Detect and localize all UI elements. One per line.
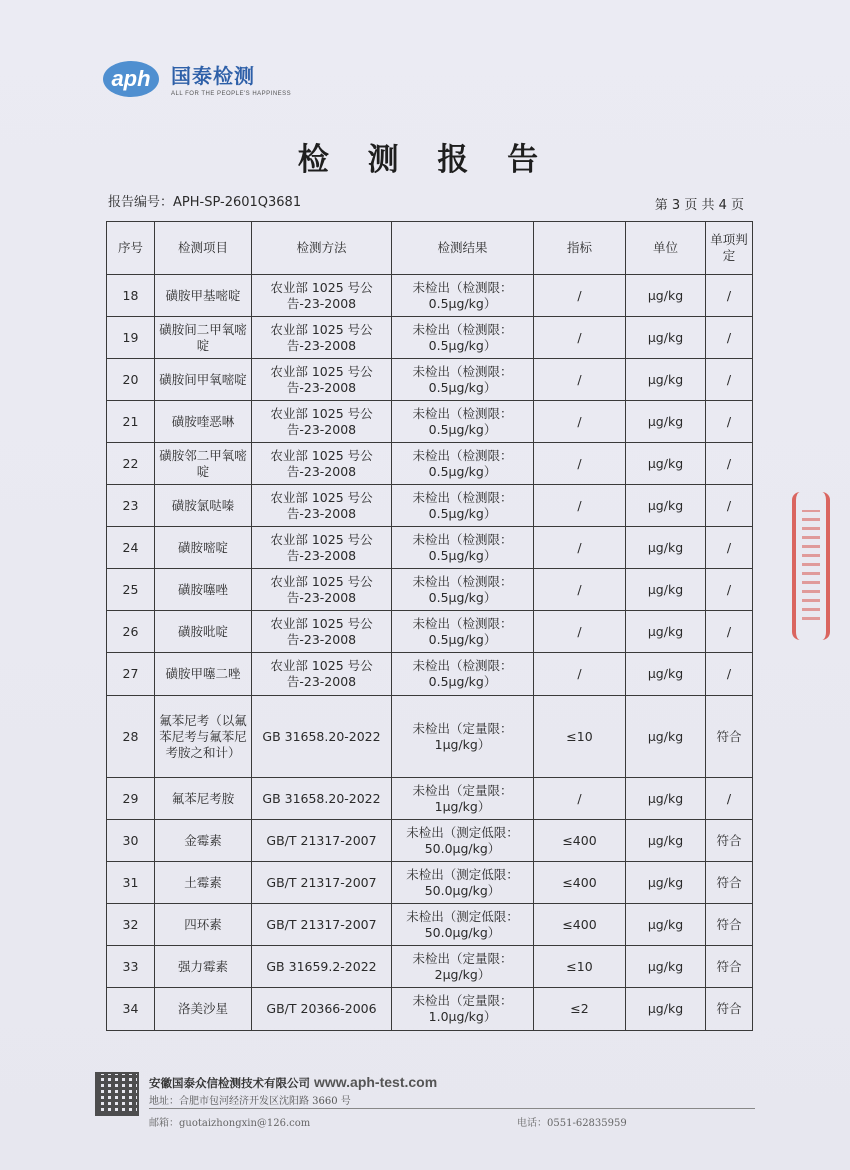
cell-item: 氟苯尼考（以氟苯尼考与氟苯尼考胺之和计） [155,696,252,778]
cell-result: 未检出（检测限：0.5μg/kg） [392,401,534,443]
table-row [107,527,753,569]
cell-no: 25 [107,569,155,611]
cell-result: 未检出（检测限：0.5μg/kg） [392,653,534,696]
cell-method: GB/T 20366-2006 [252,988,392,1031]
cell-item: 磺胺邻二甲氧嘧啶 [155,443,252,485]
cell-limit: / [534,485,626,527]
cell-judge: / [706,443,753,485]
cell-result: 未检出（检测限：0.5μg/kg） [392,569,534,611]
cell-no: 27 [107,653,155,696]
cell-item: 磺胺甲基嘧啶 [155,275,252,317]
footer-company [149,1074,437,1091]
cell-no: 22 [107,443,155,485]
cell-judge: 符合 [706,862,753,904]
cell-judge: / [706,317,753,359]
cell-result: 未检出（测定低限：50.0μg/kg） [392,862,534,904]
cell-item: 氟苯尼考胺 [155,778,252,820]
cell-unit: μg/kg [626,988,706,1031]
cell-result: 未检出（检测限：0.5μg/kg） [392,317,534,359]
table-row [107,820,753,862]
cell-method: GB/T 21317-2007 [252,820,392,862]
cell-method: 农业部 1025 号公告-23-2008 [252,569,392,611]
cell-no: 34 [107,988,155,1031]
cell-judge: / [706,359,753,401]
table-row [107,653,753,696]
cell-judge: / [706,778,753,820]
cell-result: 未检出（定量限：1.0μg/kg） [392,988,534,1031]
cell-method: 农业部 1025 号公告-23-2008 [252,611,392,653]
report-number: 报告编号：APH-SP-2601Q3681 [108,195,302,210]
cell-item: 磺胺氯哒嗪 [155,485,252,527]
cell-no: 28 [107,696,155,778]
cell-method: GB/T 21317-2007 [252,904,392,946]
cell-judge: 符合 [706,904,753,946]
cell-no: 33 [107,946,155,988]
cell-no: 29 [107,778,155,820]
logo-slogan: ALL FOR THE PEOPLE'S HAPPINESS [171,91,292,97]
logo-text [171,60,291,97]
cell-method: 农业部 1025 号公告-23-2008 [252,359,392,401]
cell-unit: μg/kg [626,862,706,904]
table-row [107,401,753,443]
cell-no: 24 [107,527,155,569]
cell-limit: ≤10 [534,946,626,988]
cell-unit: μg/kg [626,443,706,485]
company-name: 安徽国泰众信检测技术有限公司 [149,1076,310,1090]
cell-limit: / [534,359,626,401]
header-item: 检测项目 [155,222,252,275]
table-row [107,275,753,317]
cell-unit: μg/kg [626,820,706,862]
cell-method: 农业部 1025 号公告-23-2008 [252,317,392,359]
cell-item: 洛美沙星 [155,988,252,1031]
cell-method: GB 31659.2-2022 [252,946,392,988]
cell-method: 农业部 1025 号公告-23-2008 [252,443,392,485]
footer-phone: 电话：0551-62835959 [517,1118,627,1129]
cell-method: 农业部 1025 号公告-23-2008 [252,401,392,443]
header-no: 序号 [107,222,155,275]
table-row [107,443,753,485]
cell-no: 31 [107,862,155,904]
cell-judge: / [706,653,753,696]
header-unit: 单位 [626,222,706,275]
cell-no: 32 [107,904,155,946]
cell-limit: / [534,569,626,611]
cell-limit: / [534,275,626,317]
qr-code [95,1072,139,1116]
cell-limit: / [534,527,626,569]
cell-result: 未检出（检测限：0.5μg/kg） [392,359,534,401]
cell-item: 磺胺噻唑 [155,569,252,611]
cell-method: GB 31658.20-2022 [252,696,392,778]
cell-limit: / [534,653,626,696]
page-number: 第 3 页 共 4 页 [654,198,744,213]
cell-judge: 符合 [706,820,753,862]
seal-stamp [792,492,830,640]
cell-unit: μg/kg [626,569,706,611]
header-limit: 指标 [534,222,626,275]
cell-judge: / [706,401,753,443]
cell-judge: / [706,527,753,569]
cell-result: 未检出（检测限：0.5μg/kg） [392,485,534,527]
cell-no: 30 [107,820,155,862]
cell-unit: μg/kg [626,611,706,653]
cell-judge: 符合 [706,696,753,778]
cell-judge: / [706,485,753,527]
footer-email: 邮箱：guotaizhongxin@126.com [149,1118,311,1129]
table-row [107,862,753,904]
table-row [107,359,753,401]
results-table [106,221,753,1031]
table-row [107,904,753,946]
table-row [107,988,753,1031]
cell-unit: μg/kg [626,653,706,696]
cell-result: 未检出（检测限：0.5μg/kg） [392,527,534,569]
table-row [107,569,753,611]
cell-method: GB 31658.20-2022 [252,778,392,820]
page-title: 检 测 报 告 [297,142,553,178]
cell-item: 磺胺间二甲氧嘧啶 [155,317,252,359]
cell-no: 19 [107,317,155,359]
cell-method: 农业部 1025 号公告-23-2008 [252,527,392,569]
cell-judge: / [706,275,753,317]
cell-method: 农业部 1025 号公告-23-2008 [252,275,392,317]
cell-unit: μg/kg [626,527,706,569]
cell-limit: / [534,778,626,820]
cell-result: 未检出（检测限：0.5μg/kg） [392,275,534,317]
cell-judge: / [706,611,753,653]
table-row [107,946,753,988]
cell-unit: μg/kg [626,401,706,443]
cell-result: 未检出（定量限：1μg/kg） [392,778,534,820]
cell-unit: μg/kg [626,359,706,401]
cell-limit: / [534,443,626,485]
cell-item: 磺胺嘧啶 [155,527,252,569]
footer-address: 地址：合肥市包河经济开发区沈阳路 3660 号 [149,1096,351,1107]
cell-limit: / [534,611,626,653]
cell-no: 26 [107,611,155,653]
cell-item: 土霉素 [155,862,252,904]
cell-unit: μg/kg [626,696,706,778]
cell-method: 农业部 1025 号公告-23-2008 [252,485,392,527]
cell-item: 磺胺间甲氧嘧啶 [155,359,252,401]
header-method: 检测方法 [252,222,392,275]
cell-result: 未检出（检测限：0.5μg/kg） [392,443,534,485]
cell-limit: / [534,317,626,359]
cell-item: 强力霉素 [155,946,252,988]
cell-limit: ≤2 [534,988,626,1031]
cell-item: 金霉素 [155,820,252,862]
cell-result: 未检出（测定低限：50.0μg/kg） [392,820,534,862]
footer-divider [149,1108,755,1109]
logo-name: 国泰检测 [171,64,255,88]
cell-unit: μg/kg [626,317,706,359]
cell-unit: μg/kg [626,275,706,317]
cell-limit: / [534,401,626,443]
cell-limit: ≤10 [534,696,626,778]
logo-badge: aph [103,61,159,97]
table-row [107,485,753,527]
cell-no: 23 [107,485,155,527]
cell-unit: μg/kg [626,904,706,946]
cell-judge: 符合 [706,946,753,988]
header-judge: 单项判定 [706,222,753,275]
cell-unit: μg/kg [626,946,706,988]
cell-no: 20 [107,359,155,401]
company-logo [103,60,291,97]
cell-no: 18 [107,275,155,317]
cell-result: 未检出（定量限：2μg/kg） [392,946,534,988]
cell-no: 21 [107,401,155,443]
cell-result: 未检出（检测限：0.5μg/kg） [392,611,534,653]
table-header-row [107,222,753,275]
cell-method: GB/T 21317-2007 [252,862,392,904]
cell-item: 四环素 [155,904,252,946]
cell-result: 未检出（测定低限：50.0μg/kg） [392,904,534,946]
cell-limit: ≤400 [534,820,626,862]
table-row [107,696,753,778]
cell-item: 磺胺喹恶啉 [155,401,252,443]
cell-judge: / [706,569,753,611]
table-row [107,778,753,820]
header-result: 检测结果 [392,222,534,275]
cell-item: 磺胺甲噻二唑 [155,653,252,696]
table-row [107,611,753,653]
cell-item: 磺胺吡啶 [155,611,252,653]
cell-limit: ≤400 [534,904,626,946]
cell-result: 未检出（定量限：1μg/kg） [392,696,534,778]
cell-limit: ≤400 [534,862,626,904]
cell-method: 农业部 1025 号公告-23-2008 [252,653,392,696]
table-row [107,317,753,359]
cell-unit: μg/kg [626,485,706,527]
website-link[interactable]: www.aph-test.com [314,1074,438,1090]
footer [95,1072,755,1132]
cell-judge: 符合 [706,988,753,1031]
cell-unit: μg/kg [626,778,706,820]
